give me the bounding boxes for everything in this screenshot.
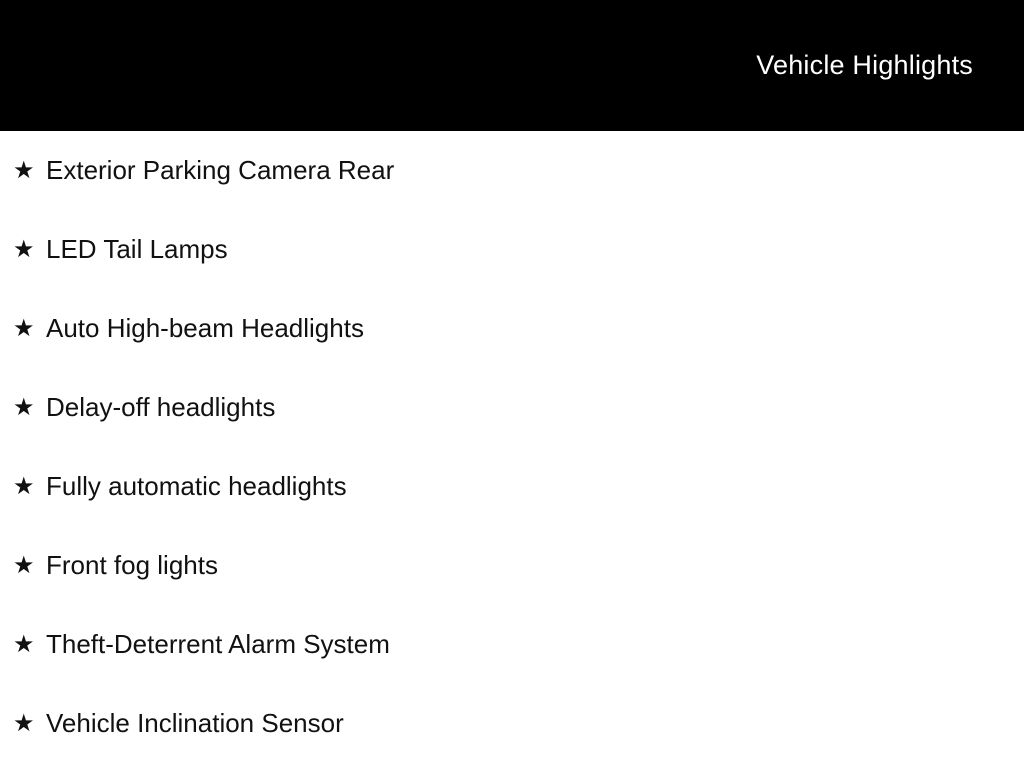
feature-label: Vehicle Inclination Sensor [46, 708, 344, 738]
star-icon: ★ [13, 235, 35, 263]
star-icon: ★ [13, 551, 35, 579]
feature-label: Exterior Parking Camera Rear [46, 155, 395, 185]
list-item [0, 526, 1024, 605]
list-item [0, 289, 1024, 368]
list-item [0, 210, 1024, 289]
list-item [0, 605, 1024, 684]
list-item [0, 447, 1024, 526]
feature-label: Theft-Deterrent Alarm System [46, 629, 390, 659]
feature-label: Delay-off headlights [46, 392, 276, 422]
list-item [0, 368, 1024, 447]
header-banner [0, 0, 1024, 131]
list-item [0, 684, 1024, 763]
star-icon: ★ [13, 156, 35, 184]
feature-label: Fully automatic headlights [46, 471, 347, 501]
star-icon: ★ [13, 314, 35, 342]
feature-label: LED Tail Lamps [46, 234, 228, 264]
feature-label: Auto High-beam Headlights [46, 313, 364, 343]
star-icon: ★ [13, 472, 35, 500]
page-title: Vehicle Highlights [756, 50, 973, 80]
list-item [0, 131, 1024, 210]
vehicle-highlights-list [0, 131, 1024, 763]
star-icon: ★ [13, 630, 35, 658]
feature-label: Front fog lights [46, 550, 218, 580]
star-icon: ★ [13, 393, 35, 421]
star-icon: ★ [13, 709, 35, 737]
